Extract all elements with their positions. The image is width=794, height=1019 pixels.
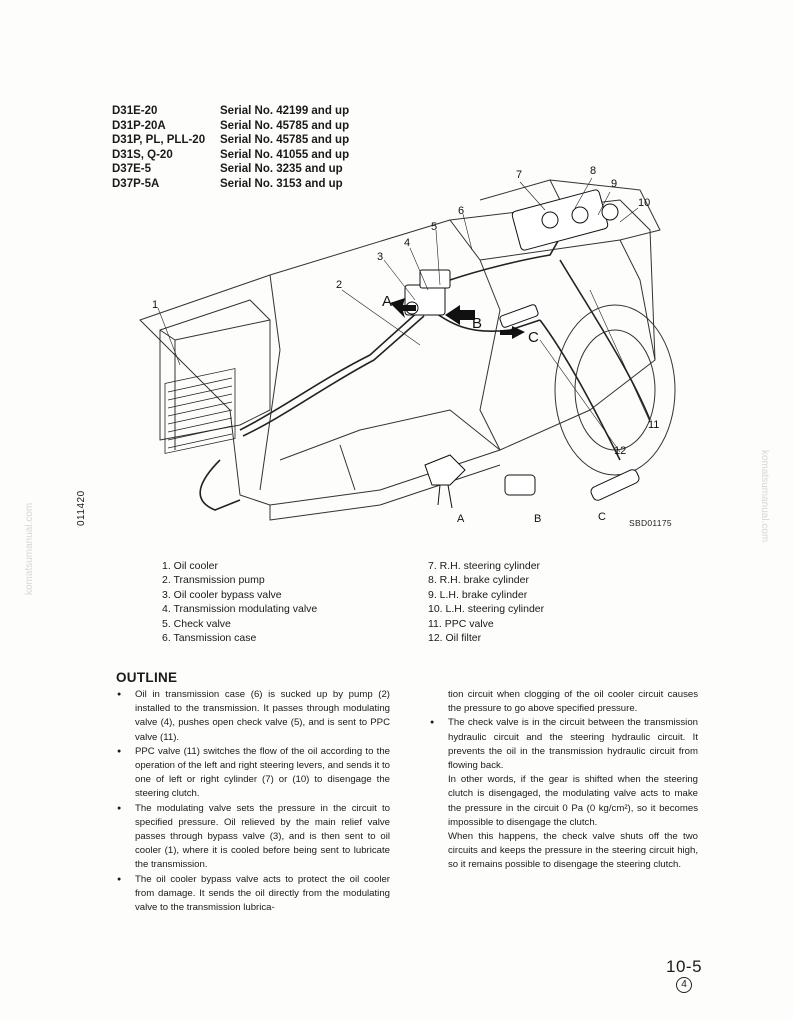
serial-range: Serial No. 45785 and up: [220, 119, 350, 132]
callout-9: 9: [611, 178, 618, 190]
diagram-svg: [120, 160, 680, 540]
watermark-left: komatsumanual.com: [24, 502, 35, 595]
figure-code: SBD01175: [629, 518, 672, 528]
callout-10: 10: [638, 197, 651, 209]
outline-continuation: tion circuit when clogging of the oil cooler circuit causes the pressure to go above specified pressure.: [448, 689, 698, 715]
serial-range: Serial No. 42199 and up: [220, 105, 350, 117]
outline-bullet: ● The check valve is in the circuit between the transmission hydraulic circuit and the steering hydraulic circuit. It prevents the oil in the transmission hydraulic circuit from flowing back.: [430, 716, 698, 773]
outline-bullet: ● The modulating valve sets the pressure in the circuit to specified pressure. Oil relieved by the main relief valve passes through bypass valve (3), and is then sent to oil cooler (1), where it is cooled before being sent to lubricate the transmission.: [117, 802, 390, 873]
model-name: D31E-20: [112, 105, 158, 117]
legend-item: 7. R.H. steering cylinder: [428, 560, 541, 572]
side-code: 011420: [76, 490, 87, 526]
legend-item: 1. Oil cooler: [162, 560, 219, 572]
serial-row: [112, 119, 349, 134]
legend-item: 5. Check valve: [162, 617, 231, 630]
serial-range: Serial No. 3235 and up: [220, 163, 343, 176]
legend-item: 11. PPC valve: [428, 617, 494, 630]
model-name: D31P-20A: [112, 119, 166, 132]
outline-bullet: ● The oil cooler bypass valve acts to protect the oil cooler from damage. It sends the oil directly from the modulating valve to the transmission lubrica-: [117, 873, 390, 916]
model-name: D37P-5A: [112, 177, 160, 190]
legend-item: 3. Oil cooler bypass valve: [162, 588, 282, 601]
callout-5: 5: [431, 221, 438, 233]
outline-bullet: ● Oil in transmission case (6) is sucked up by pump (2) installed to the transmission. It passes through modulating valve (4), pushes open check valve (5), and is sent to PPC valve (11).: [117, 688, 390, 745]
legend-item: 2. Transmission pump: [162, 574, 265, 587]
serial-row: [112, 104, 349, 119]
callout-8: 8: [590, 165, 597, 177]
outline-heading: OUTLINE: [116, 670, 178, 685]
serial-range: Serial No. 45785 and up: [220, 134, 350, 147]
legend-item: 12. Oil filter: [428, 632, 482, 645]
serial-range: Serial No. 41055 and up: [220, 148, 350, 161]
legend-item: 8. R.H. brake cylinder: [428, 574, 529, 587]
legend-item: 9. L.H. brake cylinder: [428, 588, 528, 601]
serial-range: Serial No. 3153 and up: [220, 177, 343, 190]
outline-bullet: ● PPC valve (11) switches the flow of the oil according to the operation of the left and right steering levers, and sends it to one of left or right cylinder (7) or (10) to disengage the steering clutch.: [117, 745, 390, 802]
detail-label-a: A: [457, 513, 465, 525]
legend-left: [162, 559, 317, 645]
outline-column-left: [117, 688, 390, 915]
legend-item: 4. Transmission modulating valve: [162, 603, 318, 616]
outline-paragraph: When this happens, the check valve shuts off the two circuits and keeps the pressure in the steering circuit high, so it remains possible to disengage the steering clutch.: [448, 831, 698, 871]
valve-assemblies: [405, 189, 618, 328]
legend-item: 10. L.H. steering cylinder: [428, 603, 545, 616]
watermark-right: komatsumanual.com: [759, 450, 770, 543]
model-name: D37E-5: [112, 163, 151, 176]
model-name: D31S, Q-20: [112, 148, 173, 161]
detail-label-c: C: [598, 511, 606, 523]
view-label-b: B: [472, 315, 483, 332]
revision-mark: 4: [676, 977, 692, 993]
callout-1: 1: [152, 299, 159, 311]
hydraulic-system-diagram: [120, 160, 680, 540]
serial-row: [112, 133, 349, 148]
detail-label-b: B: [534, 513, 542, 525]
outline-column-right: [430, 688, 698, 873]
detail-views: [425, 455, 641, 508]
model-name: D31P, PL, PLL-20: [112, 134, 206, 147]
legend-right: [428, 559, 544, 645]
callout-12: 12: [614, 445, 627, 457]
callout-4: 4: [404, 237, 411, 249]
page-number: 10-5: [666, 957, 703, 976]
view-label-c: C: [528, 329, 539, 346]
callout-7: 7: [516, 169, 523, 181]
outline-paragraph: In other words, if the gear is shifted when the steering clutch is disengaged, the modulating valve acts to make the pressure in the circuit 0 Pa (0 kg/cm²), so it becomes impossible to disengage the clutch.: [448, 774, 698, 828]
callout-11: 11: [648, 419, 660, 431]
callout-2: 2: [336, 279, 343, 291]
callout-6: 6: [458, 205, 465, 217]
callout-3: 3: [377, 251, 384, 263]
legend-item: 6. Tansmission case: [162, 632, 257, 645]
view-label-a: A: [382, 293, 393, 310]
